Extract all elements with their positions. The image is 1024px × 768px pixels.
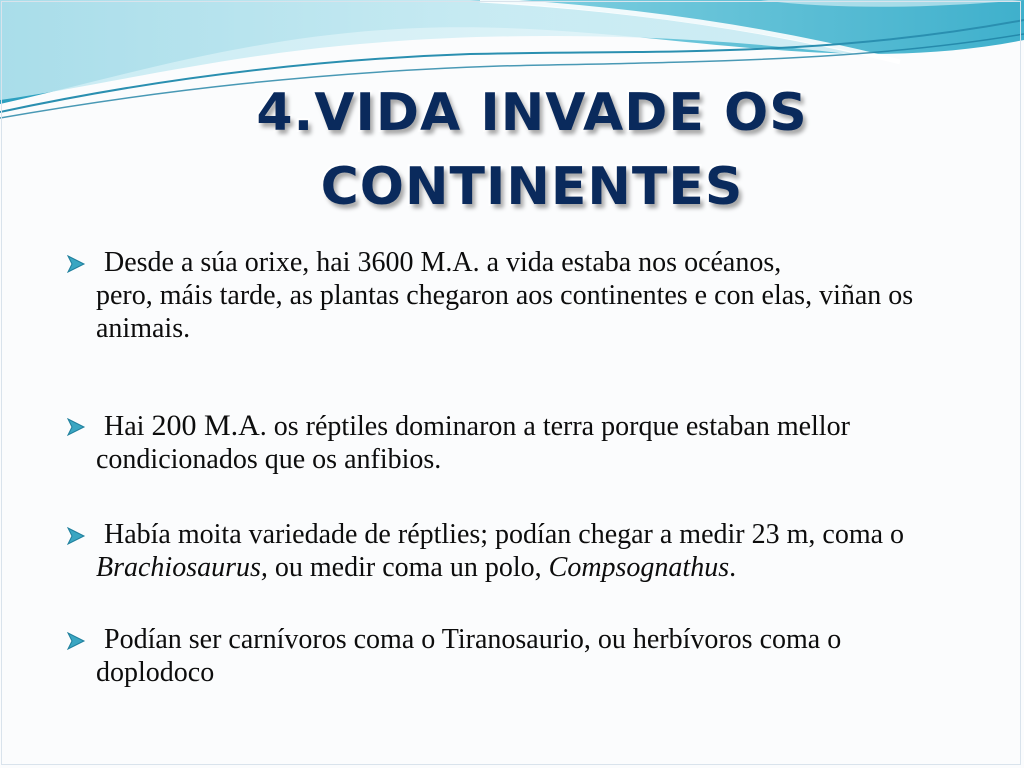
bullet-text-pre: Podían ser carnívoros coma o Tiranosaurio, ou herbívoros coma o doplodoco xyxy=(96,624,842,688)
bullet-item-4 xyxy=(66,623,966,689)
bullet-text-post: . os réptiles dominaron a terra porque estaban mellor condicionados que os anfibios. xyxy=(96,411,850,475)
bullet-text xyxy=(96,409,966,476)
bullet-text-line1: Desde a súa orixe, hai 3600 M.A. a vida estaba nos océanos, xyxy=(104,247,782,278)
bullet-text-pre: Había moita variedade de réptlies; podían chegar a medir 23 m, coma o xyxy=(104,519,905,550)
bullet-item-1 xyxy=(66,246,966,345)
species-name-compsognathus: Compsognathus xyxy=(548,552,730,583)
bullet-text-rest: pero, máis tarde, as plantas chegaron aos continentes e con elas, viñan os animais. xyxy=(96,280,914,344)
bullet-text xyxy=(96,518,966,584)
bullet-text xyxy=(96,246,966,345)
species-name-brachiosaurus: Brachiosaurus, xyxy=(96,552,268,583)
bullet-text xyxy=(96,623,966,689)
bullet-text-mid: ou medir coma un polo, xyxy=(267,552,549,583)
arrow-bullet-icon xyxy=(66,418,86,436)
title-line-1: 4.VIDA INVADE OS xyxy=(256,83,808,143)
arrow-bullet-icon xyxy=(66,632,86,650)
arrow-bullet-icon xyxy=(66,527,86,545)
bullet-item-3 xyxy=(66,518,966,584)
bullet-item-2 xyxy=(66,409,966,476)
bullet-text-emphasis: 200 M.A xyxy=(151,409,260,442)
bullet-text-pre: Hai xyxy=(104,411,152,442)
title-line-2: CONTINENTES xyxy=(320,157,744,217)
bullet-text-post: . xyxy=(729,552,737,583)
arrow-bullet-icon xyxy=(66,255,86,273)
slide-title xyxy=(0,76,1024,224)
